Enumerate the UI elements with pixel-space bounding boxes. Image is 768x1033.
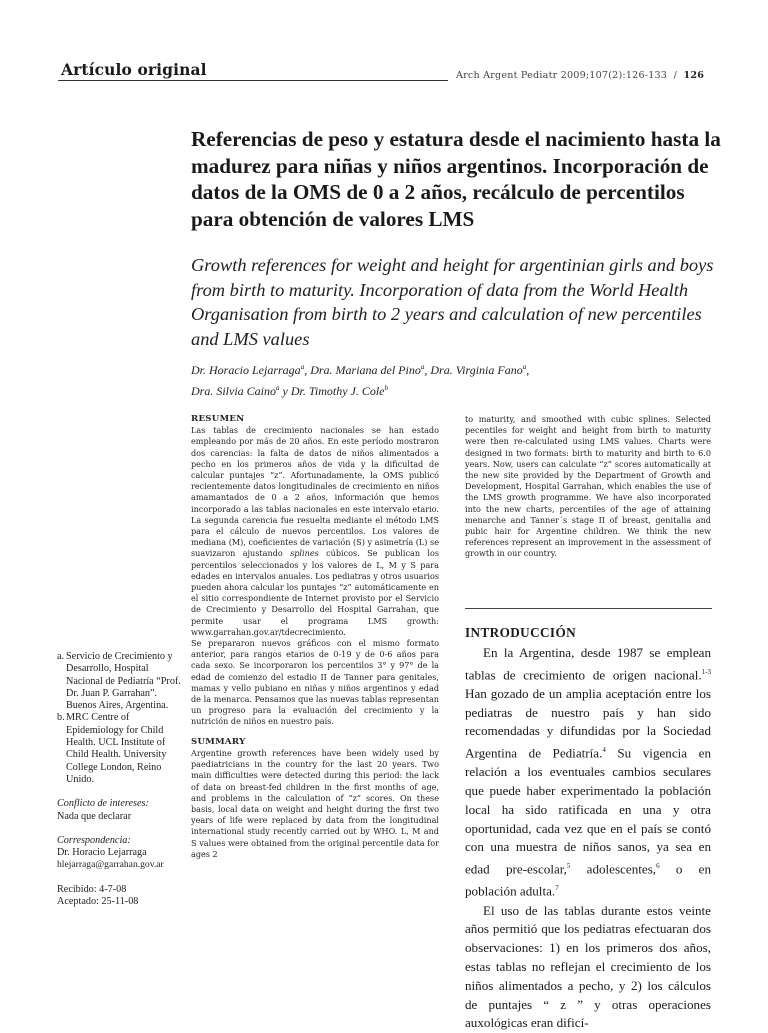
author-name: , Dra. Virginia Fano [424,363,523,377]
affiliation-text: Servicio de Crecimiento y Desarrollo, Hospital Nacional de Pediatría “Prof. Dr. Juan P. Garrahan”. Buenos Aires, Argentina. [66,651,181,712]
affiliation-mark: b. [57,712,65,724]
correspondence-label: Correspondencia: [57,834,131,846]
affiliation-mark: a [420,363,425,371]
affiliation-mark: a [276,384,280,392]
reference-mark: 6 [656,862,660,871]
page-number: 126 [683,70,705,81]
affiliation-mark: a [522,363,527,371]
author-list [191,358,711,400]
introduction-heading: INTRODUCCIÓN [465,625,577,640]
correspondence-email[interactable]: hlejarraga@garrahan.gov.ar [57,859,164,871]
conflict-label: Conflicto de intereses: [57,798,149,810]
column-rule [465,608,712,609]
author-name: y Dr. Timothy J. Cole [279,384,385,398]
intro-text: o en población adulta. [465,861,711,899]
introduction-column [465,624,711,1033]
resumen-text: cúbicos. Se publican los percentilos seleccionados y los valores de L, M y S para edades en intervalos anuales. Los pediatras y otros usuarios pueden ahora calcular los puntajes “z” automáticamente en el sitio correspondiente de Internet provisto por el Servicio de Crecimiento y Desarrollo del Hospital Garrahan, que permite usar el programa LMS growth: www.garrahan.gov.ar/tdecrecimiento. [191,548,439,637]
journal-separator: / [673,70,678,81]
reference-mark: 5 [566,862,571,871]
correspondence-name: Dr. Horacio Lejarraga [57,847,147,859]
affiliation-text: MRC Centre of Epidemiology for Child Health. UCL Institute of Child Health. University College London, Reino Unido. [66,712,167,785]
dates-block [57,884,185,909]
resumen-heading: RESUMEN [191,414,245,424]
intro-text: Han gozado de un amplia aceptación entre los pediatras de nuestro país y han sido recomendadas y difundidas por la Sociedad Argentina de Pediatría. [465,685,711,761]
journal-citation: Arch Argent Pediatr 2009;107(2):126-133 [456,70,668,81]
header-rule [58,80,448,81]
article-title: Referencias de peso y estatura desde el nacimiento hasta la madurez para niñas y niños argentinos. Incorporación de datos de la OMS de 0 a 2 años, recálculo de percentilos para obtención de valores LMS [191,127,721,231]
author-separator: , [526,363,530,377]
intro-text: En la Argentina, desde 1987 se emplean tablas de crecimiento de origen nacional. [465,644,711,682]
resumen-paragraph [191,425,439,638]
journal-reference [456,70,704,81]
correspondence-block [57,835,185,872]
affiliation-item [57,651,185,712]
received-date: Recibido: 4-7-08 [57,883,127,895]
intro-text: adolescentes, [570,861,657,877]
summary-paragraph: Argentine growth references have been widely used by paediatricians in the country for the last 20 years. Two main difficulties were detected during this period: the lack of data on breast-fed children in the first months of age, and problems in the calculation of “z” scores. On these basis, local data on weight and height during the first two years of life were replaced by data from the longitudinal international study recently carried out by WHO. L, M and S values were obtained from the original percentile data for ages 2 [191,747,439,859]
accepted-date: Aceptado: 25-11-08 [57,896,139,908]
summary-continuation-column [465,414,711,560]
summary-heading: SUMMARY [191,736,246,747]
reference-mark: 7 [555,884,559,893]
affiliation-sidebar [57,651,185,908]
resumen-text: Las tablas de crecimiento nacionales se han estado empleando por más de 20 años. En este período mostraron dos carencias: la falta de datos de niños alimentados a pecho en los primeros años de vida y la dificultad de calcular puntajes “z”. Afortunadamente, la OMS publicó recientemente datos longitudinales de crecimiento en niños amamantados de 0 a 2 años, información que hemos incorporado a las tablas nacionales en este intervalo etario. La segunda carencia fue resuelta mediante el método LMS para el cálculo de nuevos percentilos. Los valores de mediana (M), coeficientes de variación (S) y asimetría (L) se suavizaron ajustando [191,425,439,559]
intro-text: Su vigencia en relación a los eventuales cambios seculares que puede haber experimentado la población local ha sido ratificada en una y otra oportunidad, cada vez que en el país se contó con una muestra de niños sanos, ya sea en edad pre-escolar, [465,745,711,877]
affiliation-mark: a [300,363,305,371]
intro-paragraph [465,644,711,902]
resumen-italic-term: splines [290,548,319,559]
author-name: Dr. Horacio Lejarraga [191,363,301,377]
conflict-value: Nada que declarar [57,810,132,822]
summary-paragraph: to maturity, and smoothed with cubic splines. Selected pecentiles for weight and height from birth to maturity were then re-calculated using LMS values. Charts were designed in two formats: birth to maturity and birth to 6.0 years. Now, users can calculate “z” scores automatically at the new site provided by the Department of Growth and Development, Hospital Garrahan, which enables the use of the LMS growth programme. We have also incorporated into the new charts, percentiles of the age of attaining menarche and Tanner´s stage II of breast, genitalia and pubic hair for Argentine children. We think the new references represent an improvement in the assessment of growth in our country. [465,414,711,559]
author-name: , Dra. Mariana del Pino [304,363,421,377]
intro-paragraph: El uso de las tablas durante estos veinte años permitió que los pediatras efectuaran dos observaciones: 1) en los primeros dos años, estas tablas no reflejan el crecimiento de los niños alimentados a pecho, y 2) los cálculos de puntajes “ z ” y otras operaciones auxológicas eran dificí- [465,902,711,1031]
section-label: Artículo original [61,60,207,79]
article-title-english: Growth references for weight and height for argentinian girls and boys from birth to maturity. Incorporation of data from the World Health Organisation from birth to 2 years and calculation of new percentiles and LMS values [191,255,714,349]
abstract-column [191,414,439,860]
affiliation-item [57,712,185,786]
affiliation-mark: a. [57,651,65,662]
author-name: Dra. Silvia Caino [191,384,277,398]
resumen-paragraph: Se prepararon nuevos gráficos con el mismo formato anterior, para rangos etarios de 0-19 y de 0-6 años para cada sexo. Se incorporaron los percentilos 3° y 97° de la edad de comienzo del estadio II de Tanner para genitales, mamas y vello pubiano en niñas y niños argentinos y edad de la menarca. Pensamos que las nuevas tablas representan un progreso para la evaluación del crecimiento y la nutrición de niños en nuestro país. [191,638,439,727]
reference-mark: 1-3 [701,667,711,676]
affiliation-mark: b [384,384,389,392]
reference-mark: 4 [602,746,606,755]
conflict-block [57,798,185,823]
